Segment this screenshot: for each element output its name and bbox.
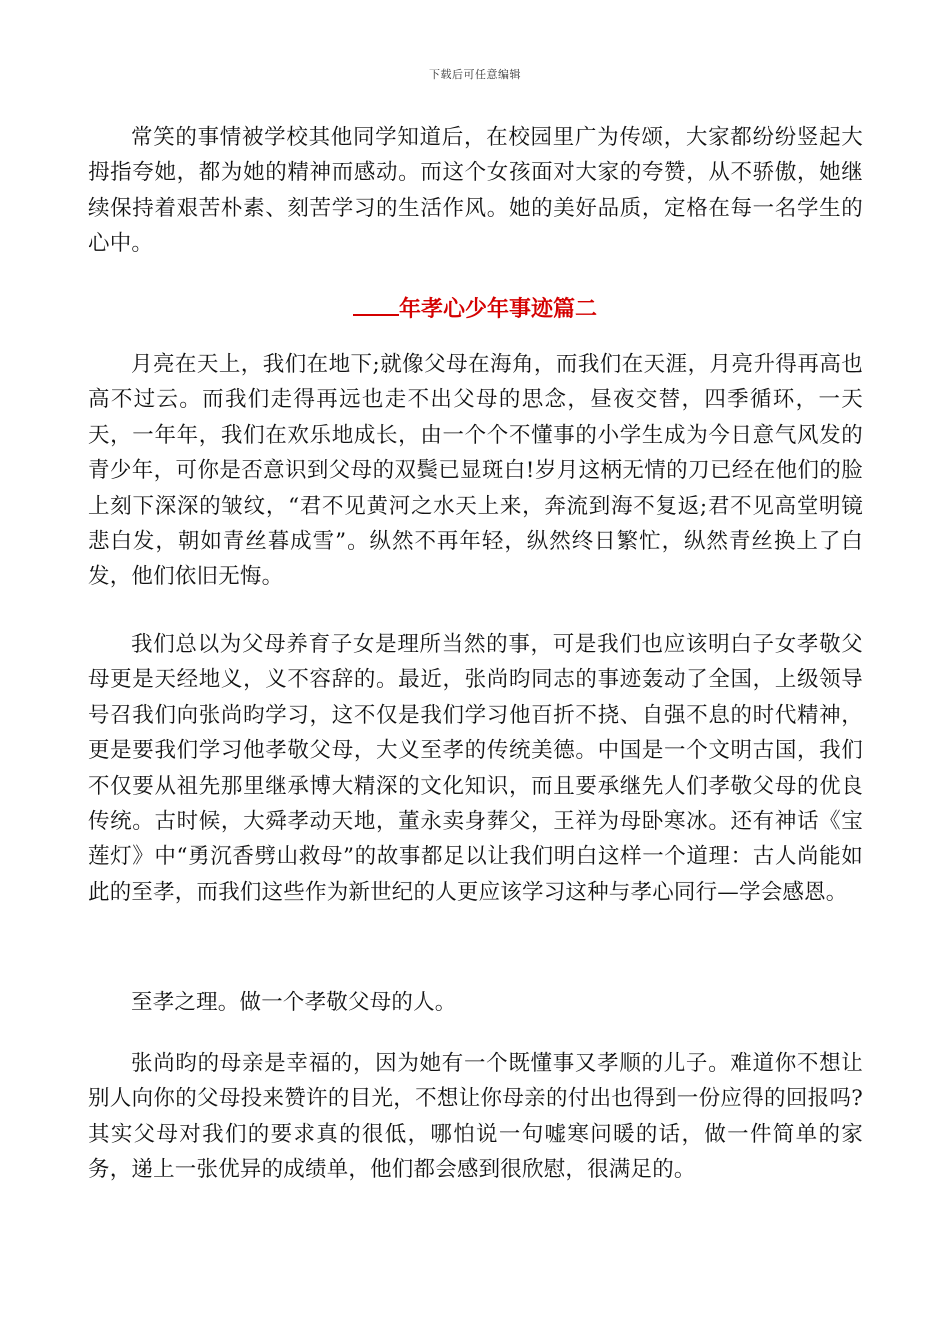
section-title-text: 年孝心少年事迹篇二 <box>398 296 597 322</box>
paragraph-5: 张尚昀的母亲是幸福的，因为她有一个既懂事又孝顺的儿子。难道你不想让别人向你的父母投来赞许的目光，不想让你母亲的付出也得到一份应得的回报吗?其实父母对我们的要求真的很低，哪怕说一句嘘寒问暖的话，做一件简单的家务，递上一张优异的成绩单，他们都会感到很欣慰，很满足的。 <box>88 1051 863 1183</box>
page-header-note: 下载后可任意编辑 <box>429 68 521 81</box>
section-title <box>0 292 950 326</box>
title-blank-underline <box>353 296 399 316</box>
paragraph-2: 月亮在天上，我们在地下;就像父母在海角，而我们在天涯，月亮升得再高也高不过云。而我们走得再远也走不出父母的思念，昼夜交替，四季循环，一天天，一年年，我们在欢乐地成长，由一个个不懂事的小学生成为今日意气风发的青少年，可你是否意识到父母的双鬓已显斑白!岁月这柄无情的刀已经在他们的脸上刻下深深的皱纹，“君不见黄河之水天上来，奔流到海不复返;君不见高堂明镜悲白发，朝如青丝暮成雪”。纵然不再年轻，纵然终日繁忙，纵然青丝换上了白发，他们依旧无悔。 <box>88 352 863 590</box>
paragraph-3: 我们总以为父母养育子女是理所当然的事，可是我们也应该明白子女孝敬父母更是天经地义，义不容辞的。最近，张尚昀同志的事迹轰动了全国，上级领导号召我们向张尚昀学习，这不仅是我们学习他百折不挠、自强不息的时代精神，更是要我们学习他孝敬父母，大义至孝的传统美德。中国是一个文明古国，我们不仅要从祖先那里继承博大精深的文化知识，而且要承继先人们孝敬父母的优良传统。古时候，大舜孝动天地，董永卖身葬父，王祥为母卧寒冰。还有神话《宝莲灯》中“勇沉香劈山救母”的故事都足以让我们明白这样一个道理：古人尚能如此的至孝，而我们这些作为新世纪的人更应该学习这种与孝心同行—学会感恩。 <box>88 632 863 905</box>
paragraph-1: 常笑的事情被学校其他同学知道后，在校园里广为传颂，大家都纷纷竖起大拇指夸她，都为她的精神而感动。而这个女孩面对大家的夸赞，从不骄傲，她继续保持着艰苦朴素、刻苦学习的生活作风。她的美好品质，定格在每一名学生的心中。 <box>88 125 863 257</box>
paragraph-4: 至孝之理。做一个孝敬父母的人。 <box>131 990 457 1015</box>
